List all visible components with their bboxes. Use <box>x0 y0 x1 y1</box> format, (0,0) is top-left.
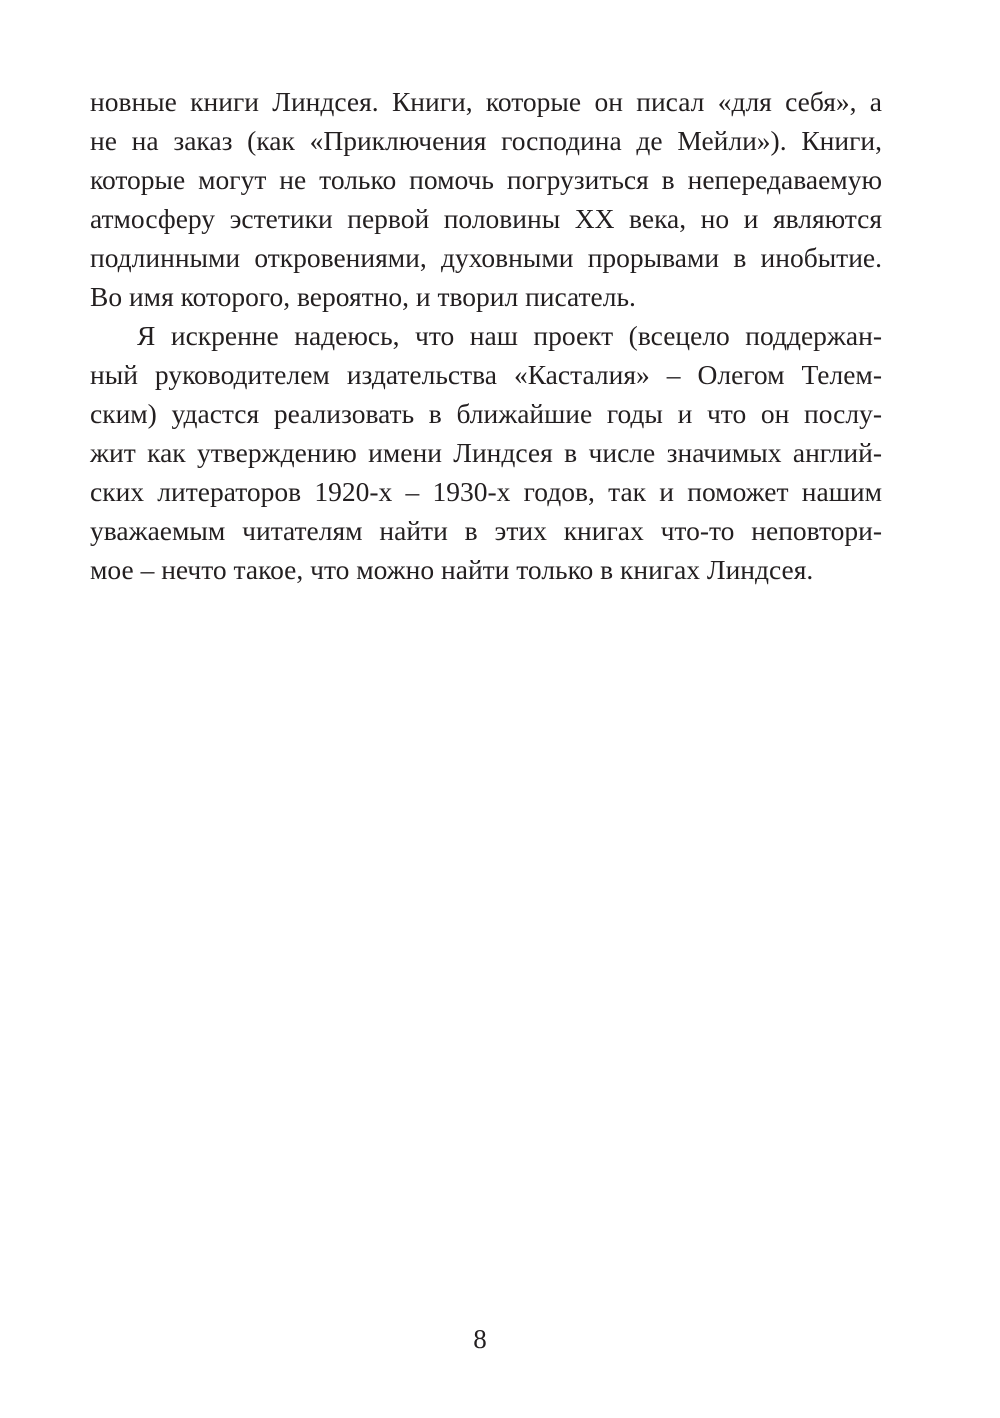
text-line: новные книги Линдсея. Книги, которые он писал «для себя», а <box>90 86 882 117</box>
text-line: ских литераторов 1920-х – 1930-х годов, так и поможет нашим <box>90 476 882 507</box>
paragraph-1 <box>90 82 882 316</box>
text-line: Я искренне надеюсь, что наш проект (всецело поддержан- <box>137 320 882 351</box>
text-line: Во имя которого, вероятно, и творил писатель. <box>90 281 636 312</box>
text-line: ный руководителем издательства «Касталия» – Олегом Телем- <box>90 359 882 390</box>
text-line: атмосферу эстетики первой половины XX века, но и являются <box>90 203 882 234</box>
text-line: не на заказ (как «Приключения господина де Мейли»). Книги, <box>90 125 882 156</box>
text-line: мое – нечто такое, что можно найти только в книгах Линдсея. <box>90 554 814 585</box>
text-line: жит как утверждению имени Линдсея в числе значимых англий- <box>90 437 882 468</box>
text-line: подлинными откровениями, духовными прорывами в инобытие. <box>90 242 882 273</box>
body-text <box>90 82 882 589</box>
paragraph-2 <box>90 316 882 589</box>
text-line: уважаемым читателям найти в этих книгах что-то неповтори- <box>90 515 882 546</box>
text-line: ским) удастся реализовать в ближайшие годы и что он послу- <box>90 398 882 429</box>
text-line: которые могут не только помочь погрузиться в непередаваемую <box>90 164 882 195</box>
page-number: 8 <box>473 1324 487 1354</box>
